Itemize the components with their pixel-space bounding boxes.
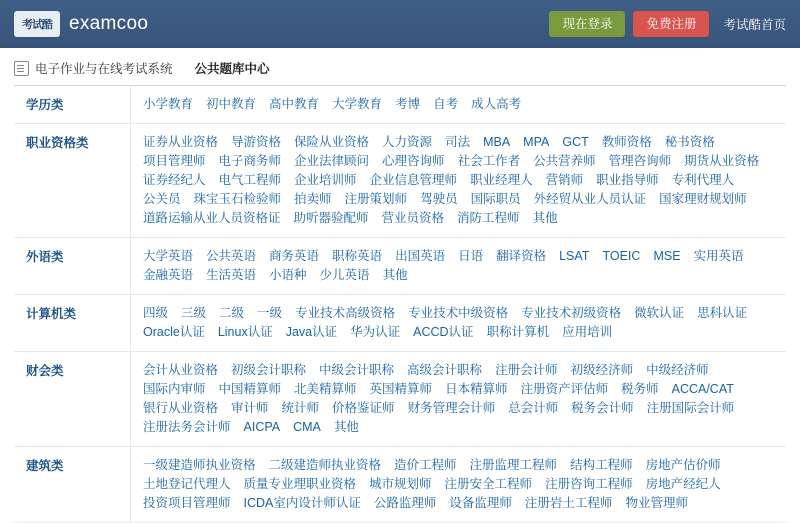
logo-badge-icon[interactable]: 考试酷 [14,11,60,37]
category-link[interactable]: 注册国际会计师 [646,401,735,415]
category-link[interactable]: 四级 [143,306,169,320]
system-title: 电子作业与在线考试系统 [35,62,173,76]
category-link[interactable]: 企业培训师 [294,173,357,187]
category-link[interactable]: 出国英语 [395,249,446,263]
category-link[interactable]: 其他 [382,268,408,282]
category-link[interactable]: 企业信息管理师 [369,173,458,187]
category-link[interactable]: 职称计算机 [486,325,550,339]
category-link[interactable]: 日本精算师 [445,382,508,396]
category-link[interactable]: 助听器验配师 [293,211,369,225]
category-link[interactable]: 统计师 [281,401,320,415]
category-link[interactable]: 驾驶员 [420,192,458,206]
category-link[interactable]: 中级经济师 [646,363,709,377]
category-link[interactable]: 社会工作者 [457,154,521,168]
category-row [14,352,786,447]
category-row [14,86,786,124]
category-link[interactable]: CMA [293,420,321,434]
category-link[interactable]: ACCA/CAT [671,382,734,396]
category-link[interactable]: 电气工程师 [218,173,282,187]
category-link[interactable]: 大学教育 [332,97,383,111]
category-link[interactable]: 自考 [433,97,459,111]
category-link[interactable]: 管理咨询师 [608,154,672,168]
category-link[interactable]: 证券从业资格 [143,135,219,149]
category-link[interactable]: 翻译资格 [496,249,547,263]
category-link[interactable]: 导游资格 [231,135,282,149]
category-link[interactable]: 实用英语 [693,249,744,263]
category-link[interactable]: 职业指导师 [596,173,659,187]
category-links-1 [131,124,787,238]
category-link[interactable]: ACCD认证 [413,325,474,339]
category-link[interactable]: 外经贸从业人员认证 [533,192,647,206]
category-link[interactable]: 司法 [445,135,471,149]
category-link[interactable]: 物业管理师 [625,496,688,510]
category-link[interactable]: 初级会计职称 [231,363,307,377]
logo-text[interactable]: examcoo [69,13,149,34]
category-link[interactable]: 公共营养师 [533,154,596,168]
category-link[interactable]: 公共英语 [206,249,257,263]
category-link[interactable]: 结构工程师 [570,458,633,472]
category-link[interactable]: 二级 [219,306,245,320]
category-link[interactable]: 初级经济师 [570,363,634,377]
category-link[interactable]: 证券经纪人 [143,173,206,187]
category-links-3 [131,295,787,352]
category-link[interactable]: 一级建造师执业资格 [143,458,256,472]
category-link[interactable]: 银行从业资格 [143,401,219,415]
category-link[interactable]: 应用培训 [562,325,613,339]
category-link[interactable]: 职称英语 [332,249,383,263]
category-link[interactable]: 微软认证 [634,306,685,320]
category-link[interactable]: 华为认证 [350,325,401,339]
category-link[interactable]: 高级会计职称 [407,363,483,377]
category-link[interactable]: 心理咨询师 [382,154,445,168]
category-link[interactable]: 道路运输从业人员资格证 [143,211,281,225]
category-name-5[interactable]: 建筑类 [14,447,131,523]
category-link[interactable]: 项目管理师 [143,154,206,168]
register-button[interactable]: 免费注册 [633,11,709,37]
category-link[interactable]: 初中教育 [206,97,257,111]
category-link[interactable]: 专业技术高级资格 [295,306,396,320]
category-link[interactable]: 职业经理人 [470,173,533,187]
category-link[interactable]: 营销师 [545,173,584,187]
category-link[interactable]: 营业员资格 [381,211,445,225]
category-row [14,447,786,523]
category-link[interactable]: 其他 [532,211,558,225]
category-link[interactable]: 国际职员 [470,192,521,206]
sub-header-bar [0,55,800,81]
category-link[interactable]: 商务英语 [269,249,320,263]
home-link[interactable]: 考试酷首页 [723,18,786,32]
category-link[interactable]: 税务师 [621,382,659,396]
category-link[interactable]: 注册资产评估师 [520,382,609,396]
category-link[interactable]: 保险从业资格 [294,135,370,149]
category-link[interactable]: 设备监理师 [449,496,512,510]
category-link[interactable]: 注册法务会计师 [143,420,231,434]
category-link[interactable]: 日语 [458,249,484,263]
category-links-0 [131,86,787,124]
category-link[interactable]: LSAT [559,249,590,263]
category-row [14,124,786,238]
category-link[interactable]: 国际内审师 [143,382,206,396]
category-table-body [14,86,786,523]
category-link[interactable]: MPA [523,135,550,149]
category-link[interactable]: 专业技术初级资格 [521,306,622,320]
category-link[interactable]: 高中教育 [269,97,320,111]
category-link[interactable]: 城市规划师 [369,477,432,491]
category-link[interactable]: 少儿英语 [319,268,370,282]
category-link[interactable]: 财务管理会计师 [407,401,496,415]
category-name-1[interactable]: 职业资格类 [14,124,131,238]
category-link[interactable]: 专利代理人 [671,173,735,187]
category-link[interactable]: 其他 [333,420,359,434]
category-name-2[interactable]: 外语类 [14,238,131,295]
category-link[interactable]: 期货从业资格 [684,154,760,168]
category-link[interactable]: 价格鉴证师 [332,401,395,415]
category-name-0[interactable]: 学历类 [14,86,131,124]
category-link[interactable]: 小学教育 [143,97,194,111]
site-header [0,0,800,48]
category-links-4 [131,352,787,447]
category-link[interactable]: 注册会计师 [495,363,558,377]
login-button[interactable]: 现在登录 [549,11,625,37]
category-link[interactable]: 注册安全工程师 [444,477,533,491]
category-link[interactable]: 人力资源 [382,135,433,149]
category-link[interactable]: 投资项目管理师 [143,496,231,510]
category-link[interactable]: 一级 [257,306,283,320]
category-link[interactable]: 公关员 [143,192,181,206]
category-link[interactable]: 考博 [395,97,421,111]
category-link[interactable]: GCT [562,135,589,149]
category-link[interactable]: Linux认证 [217,325,273,339]
category-link[interactable]: 小语种 [269,268,307,282]
category-link[interactable]: 专业技术中级资格 [408,306,509,320]
category-name-3[interactable]: 计算机类 [14,295,131,352]
category-link[interactable]: 消防工程师 [457,211,520,225]
category-link[interactable]: TOEIC [602,249,641,263]
category-row [14,238,786,295]
category-table [14,85,786,523]
category-link[interactable]: ICDA室内设计师认证 [243,496,361,510]
category-link[interactable]: 二级建造师执业资格 [268,458,382,472]
category-link[interactable]: 房地产估价师 [645,458,721,472]
category-link[interactable]: 公路监理师 [373,496,437,510]
category-link[interactable]: 总会计师 [508,401,559,415]
category-link[interactable]: 英国精算师 [369,382,433,396]
category-links-2 [131,238,787,295]
category-link[interactable]: 生活英语 [206,268,257,282]
category-link[interactable]: 注册咨询工程师 [545,477,633,491]
category-link[interactable]: 造价工程师 [394,458,457,472]
category-link[interactable]: 土地登记代理人 [143,477,231,491]
category-link[interactable]: 中级会计职称 [319,363,395,377]
category-link[interactable]: Java认证 [285,325,338,339]
category-link[interactable]: 成人高考 [471,97,522,111]
category-link[interactable]: 企业法律顾问 [294,154,370,168]
category-link[interactable]: 北美精算师 [294,382,357,396]
category-link[interactable]: 拍卖师 [294,192,332,206]
category-link[interactable]: 思科认证 [697,306,748,320]
category-link[interactable]: Oracle认证 [143,325,205,339]
category-link[interactable]: 金融英语 [143,268,194,282]
category-row [14,295,786,352]
category-link[interactable]: 注册策划师 [344,192,408,206]
category-link[interactable]: MBA [483,135,511,149]
category-link[interactable]: 房地产经纪人 [645,477,721,491]
category-link[interactable]: 国家理财规划师 [659,192,747,206]
category-link[interactable]: 会计从业资格 [143,363,219,377]
category-link[interactable]: MSE [653,249,681,263]
category-link[interactable]: 中国精算师 [218,382,282,396]
category-link[interactable]: 注册监理工程师 [469,458,558,472]
page-title: 公共题库中心 [194,62,270,76]
category-links-5 [131,447,787,523]
document-icon [14,61,29,76]
category-link[interactable]: 质量专业理职业资格 [243,477,357,491]
category-link[interactable]: AICPA [243,420,281,434]
category-link[interactable]: 三级 [181,306,207,320]
category-link[interactable]: 税务会计师 [571,401,634,415]
category-link[interactable]: 注册岩土工程师 [524,496,613,510]
category-link[interactable]: 审计师 [231,401,269,415]
category-name-4[interactable]: 财会类 [14,352,131,447]
category-link[interactable]: 教师资格 [601,135,652,149]
category-link[interactable]: 珠宝玉石检验师 [193,192,282,206]
category-link[interactable]: 秘书资格 [664,135,715,149]
category-link[interactable]: 大学英语 [143,249,194,263]
category-link[interactable]: 电子商务师 [218,154,282,168]
